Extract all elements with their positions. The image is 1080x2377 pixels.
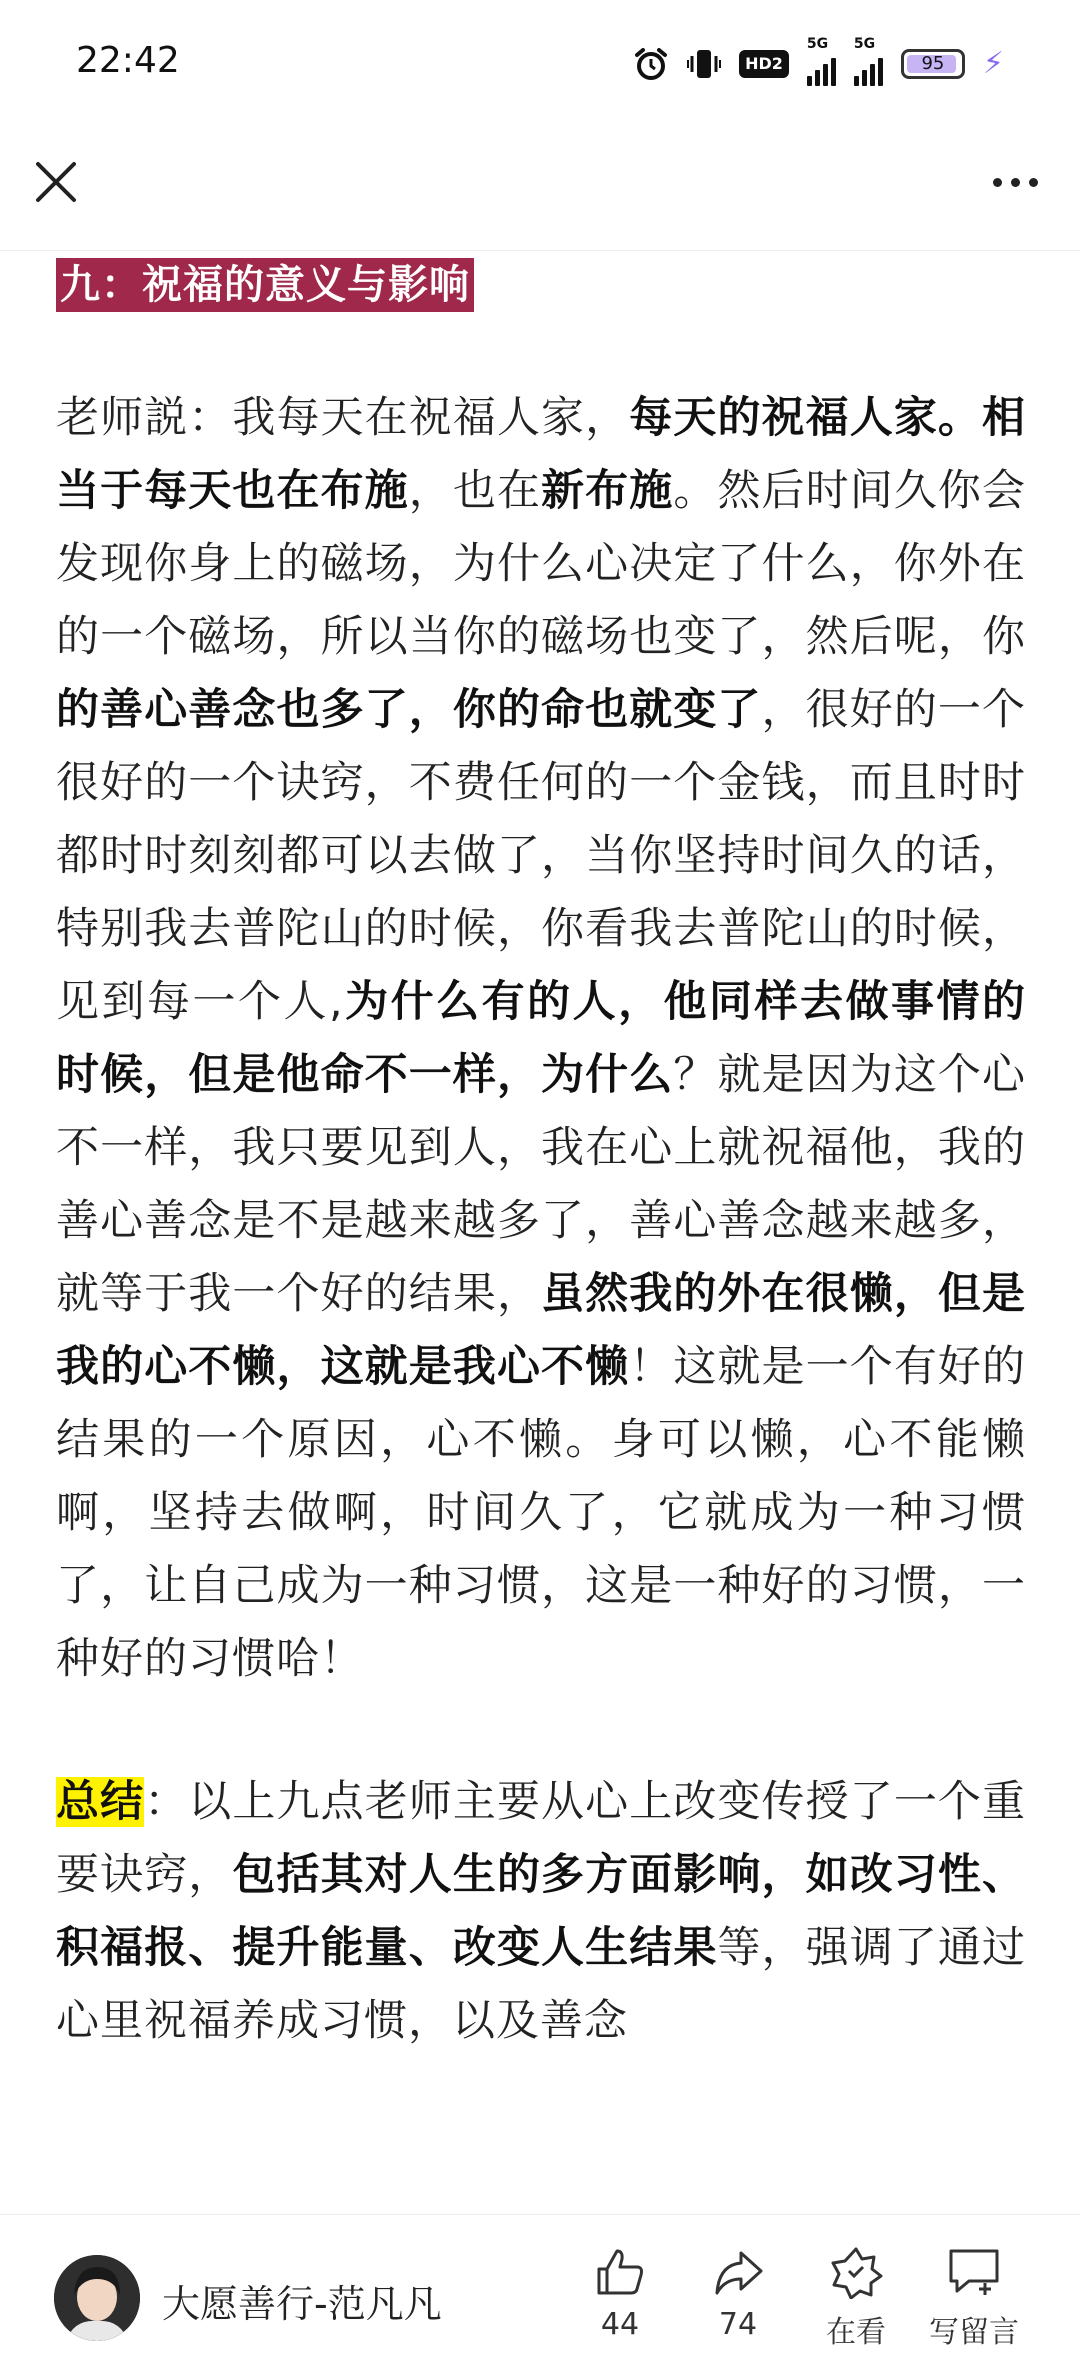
author-name[interactable]: 大愿善行-范凡凡 [162,2282,442,2326]
share-count: 74 [718,2307,758,2342]
comment-add-icon [945,2245,1003,2299]
article-paragraph [56,382,1026,1696]
share-button[interactable] [688,2245,788,2342]
bold-text: 的善心善念也多了，你的命也就变了 [56,685,762,735]
body-text: ：以上九点老师主要从心上改变传授了一个重要诀窍， [56,1777,1027,1900]
comment-label: 写留言 [929,2315,1019,2350]
body-text: ？就是因为这个心不一样，我只要见到人，我在心上就祝福他，我的善心善念是不是越来越多了，善心善念越来越多，就等于我一个好的结果， [56,1050,1027,1319]
bottom-bar [0,2214,1080,2377]
bold-text: 每天的祝福人家。相当于每天也在布施 [56,393,1027,516]
body-text: ，很好的一个很好的一个诀窍，不费任何的一个金钱，而且时时都时时刻刻都可以去做了，当你坚持时间久的话，特别我去普陀山的时候，你看我去普陀山的时候，见到每一个人, [56,685,1027,1027]
charging-icon: ⚡ [982,46,1004,81]
body-text: 。然后时间久你会发现你身上的磁场，为什么心决定了什么，你外在的一个磁场，所以当你的磁场也变了，然后呢，你 [56,466,1027,662]
bold-text: 新布施 [541,466,674,516]
nav-bar [0,130,1080,251]
watching-label: 在看 [826,2315,886,2350]
summary-paragraph [56,1766,1026,2058]
status-time: 22:42 [76,40,180,81]
vibrate-icon [687,46,721,82]
status-icons [633,36,1004,84]
summary-highlight: 总结 [56,1777,145,1827]
battery-icon: 95 [901,46,965,82]
thumbs-up-icon [593,2245,647,2299]
bold-text: 为什么有的人，他同样去做事情的时候，但是他命不一样，为什么 [56,977,1027,1100]
body-text: ！这就是一个有好的结果的一个原因，心不懒。身可以懒，心不能懒啊，坚持去做啊，时间久了，它就成为一种习惯了，让自己成为一种习惯，这是一种好的习惯，一种好的习惯哈！ [56,1342,1027,1684]
status-bar [0,0,1080,130]
avatar[interactable] [54,2255,140,2341]
close-icon [26,152,86,212]
section-title: 九：祝福的意义与影响 [56,258,474,312]
share-arrow-icon [711,2245,765,2299]
signal-icon-2: 5G [854,42,883,86]
alarm-icon [633,46,669,82]
body-text: ，也在 [408,466,542,516]
more-button[interactable] [980,152,1050,212]
like-count: 44 [600,2307,640,2342]
star-badge-icon [829,2245,883,2299]
bold-text: 包括其对人生的多方面影响，如改习性、积福报、提升能量、改变人生结果 [56,1850,1027,1973]
comment-button[interactable] [924,2245,1024,2351]
bold-text: 虽然我的外在很懒，但是我的心不懒，这就是我心不懒 [56,1269,1027,1392]
more-icon [993,178,1002,187]
article-body [56,258,1026,2058]
body-text: 老师説：我每天在祝福人家， [56,393,630,443]
hd-icon: HD2 [739,46,789,82]
signal-icon: 5G [807,42,836,86]
like-button[interactable] [570,2245,670,2342]
body-text: 等，强调了通过心里祝福养成习惯，以及善念 [56,1923,1027,2046]
watching-button[interactable] [806,2245,906,2351]
close-button[interactable] [26,152,86,212]
